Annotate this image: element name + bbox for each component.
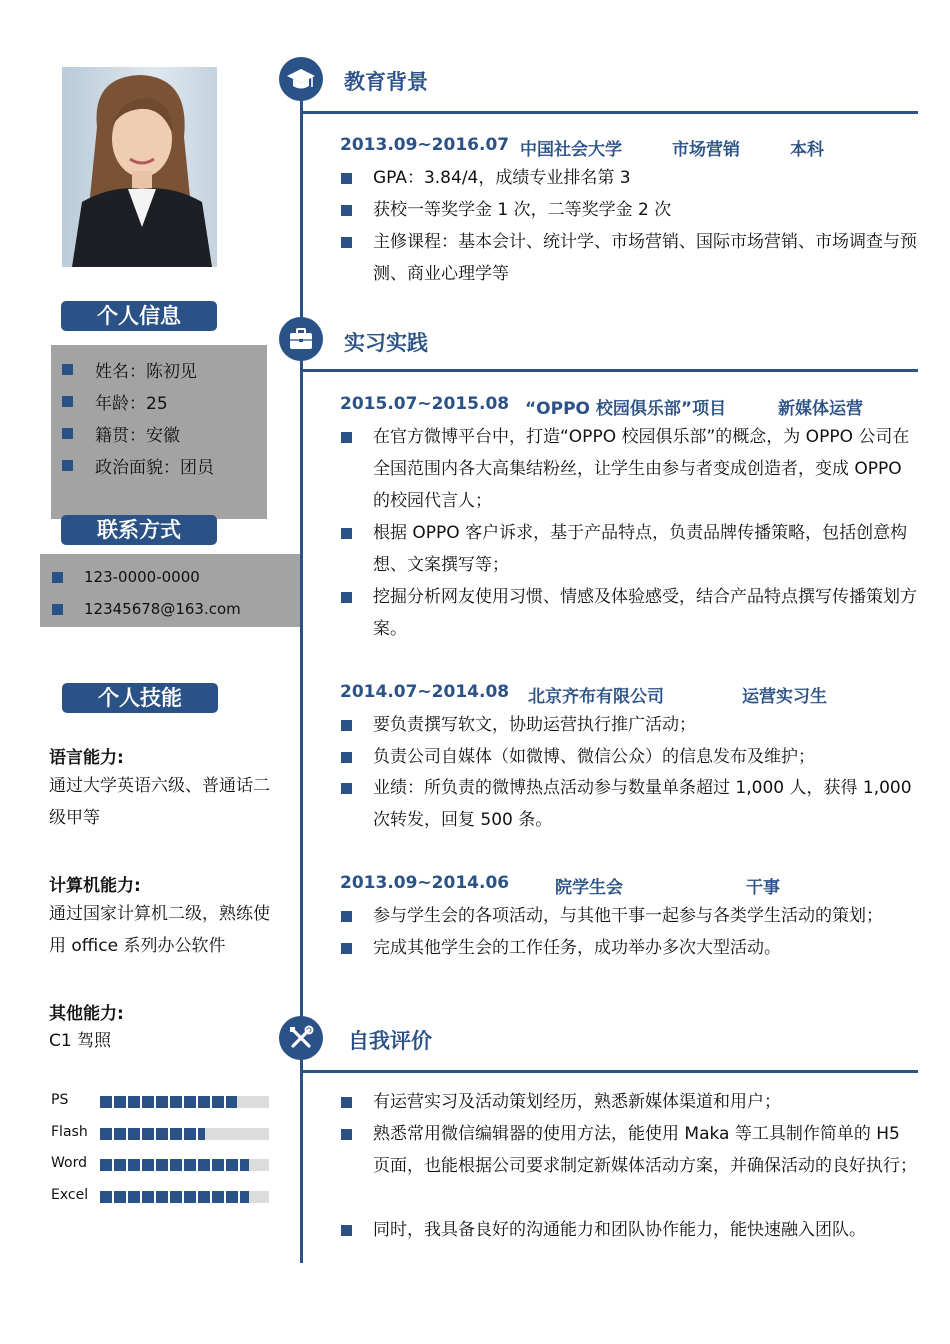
edu-school: 中国社会大学 — [520, 140, 622, 160]
education-title: 教育背景 — [344, 70, 428, 94]
skill-fill — [100, 1159, 249, 1171]
internship-badge — [279, 317, 323, 361]
self-eval-title: 自我评价 — [348, 1029, 432, 1053]
skill-bar — [100, 1096, 269, 1108]
edu-item: 主修课程：基本会计、统计学、市场营销、国际市场营销、市场调查与预测、商业心理学等 — [341, 226, 921, 290]
intern-period: 2013.09~2014.06 — [340, 873, 510, 893]
self-eval-badge — [279, 1016, 323, 1060]
bullet-icon — [341, 911, 352, 922]
profile-photo — [62, 67, 217, 267]
intern-item: 在官方微博平台中，打造“OPPO 校园俱乐部”的概念，为 OPPO 公司在全国范围内各大高集结粉丝，让学生由参与者变成创造者，变成 OPPO 的校园代言人； — [341, 421, 921, 517]
self-eval-item: 同时，我具备良好的沟通能力和团队协作能力，能快速融入团队。 — [341, 1214, 921, 1246]
bullet-icon — [341, 720, 352, 731]
bullet-icon — [341, 752, 352, 763]
intern-org: “OPPO 校园俱乐部”项目 — [525, 399, 727, 419]
info-item-hometown: 籍贯：安徽 — [62, 421, 180, 446]
bullet-icon — [341, 1097, 352, 1108]
bullet-icon — [341, 1225, 352, 1236]
info-item-name: 姓名：陈初见 — [62, 357, 197, 382]
internship-title: 实习实践 — [344, 331, 428, 355]
intern-period: 2015.07~2015.08 — [340, 394, 510, 414]
self-eval-divider — [300, 1070, 918, 1073]
bullet-icon — [62, 364, 73, 375]
briefcase-icon — [279, 317, 323, 361]
intern-item: 要负责撰写软文，协助运营执行推广活动； — [341, 709, 921, 741]
education-badge — [279, 57, 323, 101]
skill-row-ps — [51, 1092, 271, 1112]
internship-divider — [300, 369, 918, 372]
intern-role: 干事 — [746, 878, 780, 898]
skill-row-excel — [51, 1187, 271, 1207]
personal-info-pill: 个人信息 — [61, 301, 217, 331]
contact-phone: 123-0000-0000 — [52, 568, 200, 586]
intern-item: 完成其他学生会的工作任务，成功举办多次大型活动。 — [341, 932, 921, 964]
skill-name: Excel — [51, 1187, 89, 1203]
skill-bar — [100, 1128, 269, 1140]
skill-row-word — [51, 1155, 271, 1175]
edu-item: GPA：3.84/4，成绩专业排名第 3 — [341, 162, 921, 194]
bullet-icon — [62, 428, 73, 439]
intern-item: 根据 OPPO 客户诉求，基于产品特点，负责品牌传播策略，包括创意构想、文案撰写等； — [341, 517, 921, 581]
skill-bar — [100, 1191, 269, 1203]
self-eval-item: 有运营实习及活动策划经历，熟悉新媒体渠道和用户； — [341, 1086, 921, 1118]
intern-item: 参与学生会的各项活动，与其他干事一起参与各类学生活动的策划； — [341, 900, 921, 932]
bullet-icon — [341, 237, 352, 248]
intern-role: 新媒体运营 — [778, 399, 863, 419]
intern-item: 负责公司自媒体（如微博、微信公众）的信息发布及维护； — [341, 741, 921, 773]
edu-degree: 本科 — [790, 140, 824, 160]
contact-email: 12345678@163.com — [52, 600, 241, 618]
education-divider — [300, 111, 918, 114]
edu-item: 获校一等奖学金 1 次，二等奖学金 2 次 — [341, 194, 921, 226]
other-heading: 其他能力: — [49, 1004, 124, 1024]
skill-fill — [100, 1096, 237, 1108]
edu-major: 市场营销 — [672, 140, 740, 160]
bullet-icon — [62, 460, 73, 471]
intern-role: 运营实习生 — [742, 687, 827, 707]
bullet-icon — [341, 528, 352, 539]
skill-bar — [100, 1159, 269, 1171]
timeline-line — [300, 98, 303, 1263]
skill-name: PS — [51, 1092, 69, 1108]
intern-period: 2014.07~2014.08 — [340, 682, 510, 702]
edu-period: 2013.09~2016.07 — [340, 135, 510, 155]
skill-name: Flash — [51, 1124, 88, 1140]
self-eval-item: 熟悉常用微信编辑器的使用方法，能使用 Maka 等工具制作简单的 H5 页面，也能根据公司要求制定新媒体活动方案，并确保活动的良好执行； — [341, 1118, 921, 1182]
bullet-icon — [341, 205, 352, 216]
skill-fill — [100, 1128, 205, 1140]
bullet-icon — [341, 1129, 352, 1140]
bullet-icon — [52, 572, 63, 583]
language-text: 通过大学英语六级、普通话二级甲等 — [49, 776, 270, 828]
intern-item: 挖掘分析网友使用习惯、情感及体验感受，结合产品特点撰写传播策划方案。 — [341, 581, 921, 645]
bullet-icon — [341, 943, 352, 954]
intern-item: 业绩：所负责的微博热点活动参与数量单条超过 1,000 人，获得 1,000 次转发，回复 500 条。 — [341, 772, 921, 836]
graduation-cap-icon — [279, 57, 323, 101]
bullet-icon — [341, 592, 352, 603]
bullet-icon — [341, 173, 352, 184]
intern-org: 北京齐布有限公司 — [528, 687, 664, 707]
computer-text: 通过国家计算机二级，熟练使用 office 系列办公软件 — [49, 904, 270, 956]
contact-pill: 联系方式 — [61, 515, 217, 545]
tools-icon — [279, 1016, 323, 1060]
bullet-icon — [341, 432, 352, 443]
other-text: C1 驾照 — [49, 1031, 112, 1051]
skill-fill — [100, 1191, 249, 1203]
intern-org: 院学生会 — [555, 878, 623, 898]
skill-row-flash — [51, 1124, 271, 1144]
bullet-icon — [62, 396, 73, 407]
bullet-icon — [341, 783, 352, 794]
bullet-icon — [52, 604, 63, 615]
skills-pill: 个人技能 — [62, 683, 218, 713]
computer-heading: 计算机能力: — [49, 876, 141, 896]
skill-name: Word — [51, 1155, 87, 1171]
info-item-political: 政治面貌：团员 — [62, 453, 214, 478]
language-heading: 语言能力: — [49, 748, 124, 768]
info-item-age: 年龄：25 — [62, 389, 168, 414]
